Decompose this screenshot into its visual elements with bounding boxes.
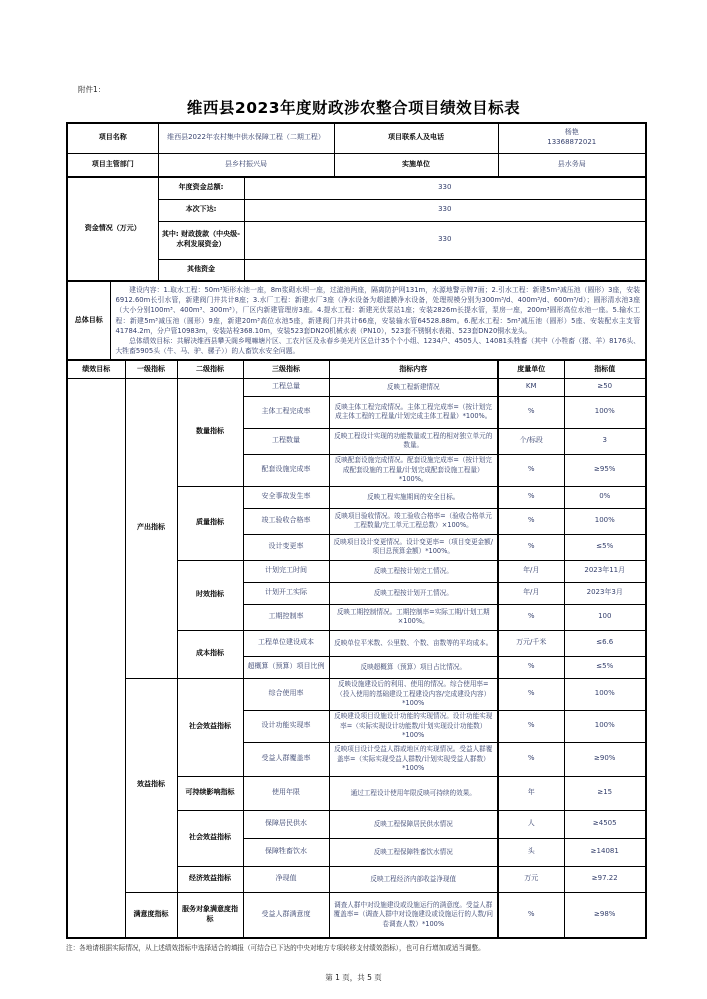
funding-row-value: 330 [244, 221, 646, 259]
impl-label: 实施单位 [334, 153, 498, 177]
overall-goal-text [110, 281, 646, 360]
value-cell: 3 [564, 428, 646, 454]
content-cell: 反映项目验收情况。竣工验收合格率=（验收合格单元工程数量/完工单元工程总数）×100%。 [329, 508, 498, 534]
l3-cell: 使用年限 [243, 776, 329, 810]
content-cell: 通过工程设计使用年限反映可持续的效果。 [329, 776, 498, 810]
l3-cell: 净现值 [243, 866, 329, 892]
content-cell: 反映工程保障居民供水情况 [329, 810, 498, 838]
contact-value [498, 123, 646, 153]
content-cell: 反映工程新建情况 [329, 378, 498, 396]
content-cell: 反映工程实施期间的安全目标。 [329, 486, 498, 508]
value-cell: ≥15 [564, 776, 646, 810]
content-cell: 调查人群中对设施建设或设施运行的满意度。受益人群覆盖率=（调查人群中对设施建设或设施运行的人数/问卷调查人数）*100% [329, 892, 498, 938]
indicators-table [66, 359, 647, 939]
funding-row-label: 年度资金总额: [158, 177, 244, 199]
value-cell: ≤5% [564, 534, 646, 560]
indicator-row [67, 892, 646, 938]
overall-goal-para2: 总体绩效目标：共解决维西县攀天阁乡嘎嘛塘片区、工农片区及永春乡美光片区总计35个个小组、1234户、4505人、14081头牲畜（其中（小牲畜（猪、羊）8176头、大牲畜5905头（牛、马、驴、骡子））的人畜饮水安全问题。 [115, 336, 640, 356]
content-cell: 反映设施建设后的利用、使用的情况。综合使用率=（投入使用的基础建设工程建设内容/完成建设内容）*100% [329, 678, 498, 710]
page-title: 维西县2023年度财政涉农整合项目绩效目标表 [186, 99, 521, 117]
funding-label: 资金情况（万元） [67, 177, 158, 281]
value-cell: 100% [564, 710, 646, 742]
level1-cell: 满意度指标 [125, 892, 177, 938]
level2-cell: 成本指标 [177, 630, 243, 678]
contact-name: 杨艳 [564, 128, 579, 137]
l3-cell: 主体工程完成率 [243, 396, 329, 428]
content-cell: 反映工程按计划开工情况。 [329, 582, 498, 604]
unit-cell: 个/标段 [498, 428, 564, 454]
impl-value: 县水务局 [498, 153, 646, 177]
value-cell: ≥14081 [564, 838, 646, 866]
unit-cell: % [498, 508, 564, 534]
table-row [67, 281, 646, 360]
value-cell: 0% [564, 486, 646, 508]
content-cell: 反映主体工程完成情况。主体工程完成率=（按计划完成主体工程的工程量/计划完成主体工程量）*100%。 [329, 396, 498, 428]
content-cell: 反映工期控制情况。工期控制率=实际工期/计划工期×100%。 [329, 604, 498, 630]
unit-cell: 万元/千米 [498, 630, 564, 656]
l3-cell: 计划完工时间 [243, 560, 329, 582]
content-cell: 反映超概算（预算）项目占比情况。 [329, 656, 498, 678]
value-cell: 100% [564, 396, 646, 428]
header-content: 指标内容 [329, 360, 498, 378]
content-cell: 反映工程设计实现的功能数量或工程的相对独立单元的数量。 [329, 428, 498, 454]
table-row [67, 123, 646, 153]
footnote: 注：各地请根据实际情况，从上述绩效指标中选择适合的填报（可结合已下达的中央对地方专项转移支付绩效指标），也可自行增加或适当调整。 [66, 944, 485, 952]
l3-cell: 安全事故发生率 [243, 486, 329, 508]
level1-cell: 效益指标 [125, 678, 177, 892]
unit-cell: % [498, 604, 564, 630]
indicator-row [67, 678, 646, 710]
value-cell: ≤5% [564, 656, 646, 678]
content-cell: 反映配套设施完成情况。配套设施完成率=（按计划完成配套设施的工程量/计划完成配套设施工程量）*100%。 [329, 454, 498, 486]
unit-cell: 年 [498, 776, 564, 810]
table-row [67, 177, 646, 199]
funding-row-label: 其中: 财政拨款（中央级-水利发展资金） [158, 221, 244, 259]
value-cell: ≥97.22 [564, 866, 646, 892]
value-cell: ≥98% [564, 892, 646, 938]
header-level3: 三级指标 [243, 360, 329, 378]
l3-cell: 保障居民供水 [243, 810, 329, 838]
contact-phone: 13368872021 [547, 138, 597, 147]
unit-cell: 头 [498, 838, 564, 866]
l3-cell: 受益人群满意度 [243, 892, 329, 938]
content-cell: 反映工程按计划完工情况。 [329, 560, 498, 582]
funding-row-label: 本次下达: [158, 199, 244, 221]
header-unit: 度量单位 [498, 360, 564, 378]
content-cell: 反映单位平米数、公里数、个数、亩数等的平均成本。 [329, 630, 498, 656]
performance-goal-cell [67, 378, 125, 938]
project-info-table [66, 122, 647, 178]
l3-cell: 配套设施完成率 [243, 454, 329, 486]
indicator-header-row [67, 360, 646, 378]
indicator-row [67, 378, 646, 396]
l3-cell: 设计变更率 [243, 534, 329, 560]
dept-label: 项目主管部门 [67, 153, 158, 177]
unit-cell: 年/月 [498, 582, 564, 604]
level2-cell: 数量指标 [177, 378, 243, 486]
level2-cell: 服务对象满意度指标 [177, 892, 243, 938]
header-value: 指标值 [564, 360, 646, 378]
unit-cell: % [498, 454, 564, 486]
unit-cell: % [498, 396, 564, 428]
level2-cell: 质量指标 [177, 486, 243, 560]
tables-container [66, 122, 645, 939]
unit-cell: 人 [498, 810, 564, 838]
l3-cell: 受益人群覆盖率 [243, 742, 329, 776]
l3-cell: 工程数量 [243, 428, 329, 454]
header-level1: 一级指标 [125, 360, 177, 378]
level2-cell: 社会效益指标 [177, 810, 243, 866]
level1-cell: 产出指标 [125, 378, 177, 678]
content-cell: 反映工程保障牲畜饮水情况 [329, 838, 498, 866]
unit-cell: % [498, 892, 564, 938]
l3-cell: 超概算（预算）项目比例 [243, 656, 329, 678]
dept-value: 县乡村振兴局 [158, 153, 334, 177]
level2-cell: 时效指标 [177, 560, 243, 630]
l3-cell: 竣工验收合格率 [243, 508, 329, 534]
level2-cell: 经济效益指标 [177, 866, 243, 892]
l3-cell: 保障牲畜饮水 [243, 838, 329, 866]
funding-row-value: 330 [244, 199, 646, 221]
unit-cell: % [498, 742, 564, 776]
value-cell: 100% [564, 678, 646, 710]
unit-cell: % [498, 486, 564, 508]
value-cell: 2023年3月 [564, 582, 646, 604]
attachment-label: 附件1： [78, 85, 106, 94]
value-cell: ≥4505 [564, 810, 646, 838]
content-cell: 反映工程经济内部收益净现值 [329, 866, 498, 892]
contact-label: 项目联系人及电话 [334, 123, 498, 153]
overall-goal-para1: 建设内容：1.取水工程：50m³矩形水池一座，8m浆砌水坝一座，过滤池两座，隔离防护网131m，水源地警示牌7面；2.引水工程：新建5m³减压池（圆形）3座，安装6912.60m长引水管，新建阀门井共计8座；3.水厂工程：新建水厂3座（净水设备为超滤膜净水设备，处理规模分别为300m³/d、400m³/d、600m³/d）；圆形清水池3座（大小分别100m³、400m³、300m³），厂区内新建管理房3座。4.提水工程：新建光伏泵站1座；安装2826m长提水管，泵房一座，200m³圆形高位水池一座。5.输水工程：新建5m³减压池（圆形）9座，新建20m³高位水池5座，新建阀门井共计66座，安装输水管64528.88m。6.配水工程：5m³减压池（圆形）5座、安装配水主支管41784.2m，分户管10983m，安装站栓368.10m，安装523套DN20机械水表（PN10），523套不锈钢水表箱、523套DN20铜水龙头。 [115, 286, 640, 335]
unit-cell: % [498, 678, 564, 710]
unit-cell: KM [498, 378, 564, 396]
page-number: 第 1 页，共 5 页 [325, 973, 382, 982]
project-name-label: 项目名称 [67, 123, 158, 153]
level2-cell: 可持续影响指标 [177, 776, 243, 810]
l3-cell: 工期控制率 [243, 604, 329, 630]
table-row [67, 153, 646, 177]
value-cell: 100% [564, 508, 646, 534]
content-cell: 反映建设项目设施设计功能的实现情况。设计功能实现率=（实际实现设计功能数/计划实现设计功能数）*100% [329, 710, 498, 742]
funding-row-value: 330 [244, 177, 646, 199]
header-level2: 二级指标 [177, 360, 243, 378]
funding-table [66, 176, 647, 282]
unit-cell: % [498, 656, 564, 678]
unit-cell: 万元 [498, 866, 564, 892]
value-cell: ≥50 [564, 378, 646, 396]
overall-goal-table [66, 280, 647, 361]
l3-cell: 综合使用率 [243, 678, 329, 710]
value-cell: ≥95% [564, 454, 646, 486]
header-performance-goal: 绩效目标 [67, 360, 125, 378]
unit-cell: 年/月 [498, 560, 564, 582]
value-cell: ≥90% [564, 742, 646, 776]
project-name-value: 维西县2022年农村集中供水保障工程（二期工程） [158, 123, 334, 153]
l3-cell: 计划开工实际 [243, 582, 329, 604]
l3-cell: 设计功能实现率 [243, 710, 329, 742]
value-cell: ≤6.6 [564, 630, 646, 656]
level2-cell: 社会效益指标 [177, 678, 243, 776]
overall-goal-label: 总体目标 [67, 281, 110, 360]
value-cell: 100 [564, 604, 646, 630]
unit-cell: % [498, 534, 564, 560]
value-cell: 2023年11月 [564, 560, 646, 582]
unit-cell: % [498, 710, 564, 742]
content-cell: 反映项目设计受益人群或地区的实现情况。受益人群覆盖率=（实际实现受益人群数/计划实现受益人群数）*100% [329, 742, 498, 776]
l3-cell: 工程总量 [243, 378, 329, 396]
funding-row-label: 其他资金 [158, 259, 244, 281]
l3-cell: 工程单位建设成本 [243, 630, 329, 656]
content-cell: 反映项目设计变更情况。设计变更率=（项目变更金额/项目总预算金额）*100%。 [329, 534, 498, 560]
funding-row-value [244, 259, 646, 281]
